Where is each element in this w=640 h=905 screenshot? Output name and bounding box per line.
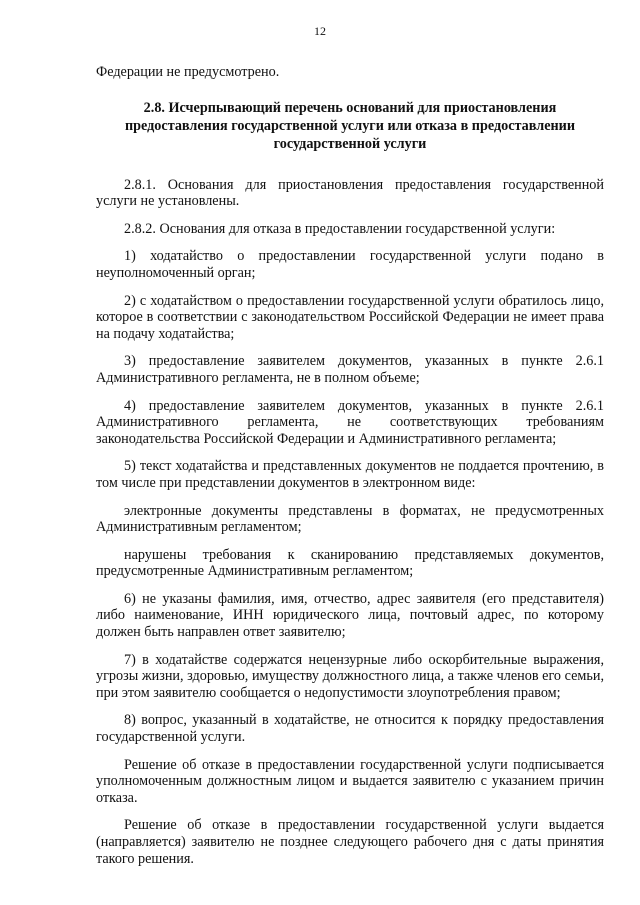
lead-text: Федерации не предусмотрено. — [96, 64, 280, 80]
sub-item: электронные документы представлены в форматах, не предусмотренных Административным регламентом; — [96, 502, 604, 536]
list-item: 1) ходатайство о предоставлении государственной услуги подано в неуполномоченный орган; — [96, 248, 604, 281]
paragraph: 2.8.2. Основания для отказа в предоставлении государственной услуги: — [124, 220, 556, 237]
section-heading: 2.8. Исчерпывающий перечень оснований для приостановления предоставления государственной услуги или отказа в предоставлении государственной услуги — [124, 99, 576, 152]
list-item: 6) не указаны фамилия, имя, отчество, адрес заявителя (его представителя) либо наименование, ИНН юридического лица, почтовый адрес, по которому должен быть направлен ответ заявителю; — [96, 590, 604, 641]
sub-item: нарушены требования к сканированию представляемых документов, предусмотренные Административным регламентом; — [96, 546, 604, 580]
page-number: 12 — [314, 24, 326, 38]
paragraph: 2.8.1. Основания для приостановления предоставления государственной услуги не установлены. — [96, 176, 604, 210]
document-body — [96, 64, 604, 867]
paragraph: Решение об отказе в предоставлении государственной услуги выдается (направляется) заявителю не позднее следующего рабочего дня с даты принятия такого решения. — [96, 817, 604, 867]
paragraph: Решение об отказе в предоставлении государственной услуги подписывается уполномоченным должностным лицом и выдается заявителю с указанием причин отказа. — [96, 756, 604, 806]
list-item: 4) предоставление заявителем документов, указанных в пункте 2.6.1 Административного регламента, не соответствующих требованиям законодательства Российской Федерации и Административного регламента; — [96, 397, 604, 447]
list-item: 7) в ходатайстве содержатся нецензурные либо оскорбительные выражения, угрозы жизни, здоровью, имуществу должностного лица, а также членов его семьи, при этом заявителю сообщается о недопустимости злоупотребления правом; — [96, 651, 604, 701]
list-item: 2) с ходатайством о предоставлении государственной услуги обратилось лицо, которое в соответствии с законодательством Российской Федерации не имеет права на подачу ходатайства; — [96, 292, 604, 342]
list-item: 8) вопрос, указанный в ходатайстве, не относится к порядку предоставления государственной услуги. — [96, 712, 604, 746]
list-item: 3) предоставление заявителем документов, указанных в пункте 2.6.1 Административного регламента, не в полном объеме; — [96, 353, 604, 386]
list-item: 5) текст ходатайства и представленных документов не поддается прочтению, в том числе при представлении документов в электронном виде: — [96, 458, 604, 491]
